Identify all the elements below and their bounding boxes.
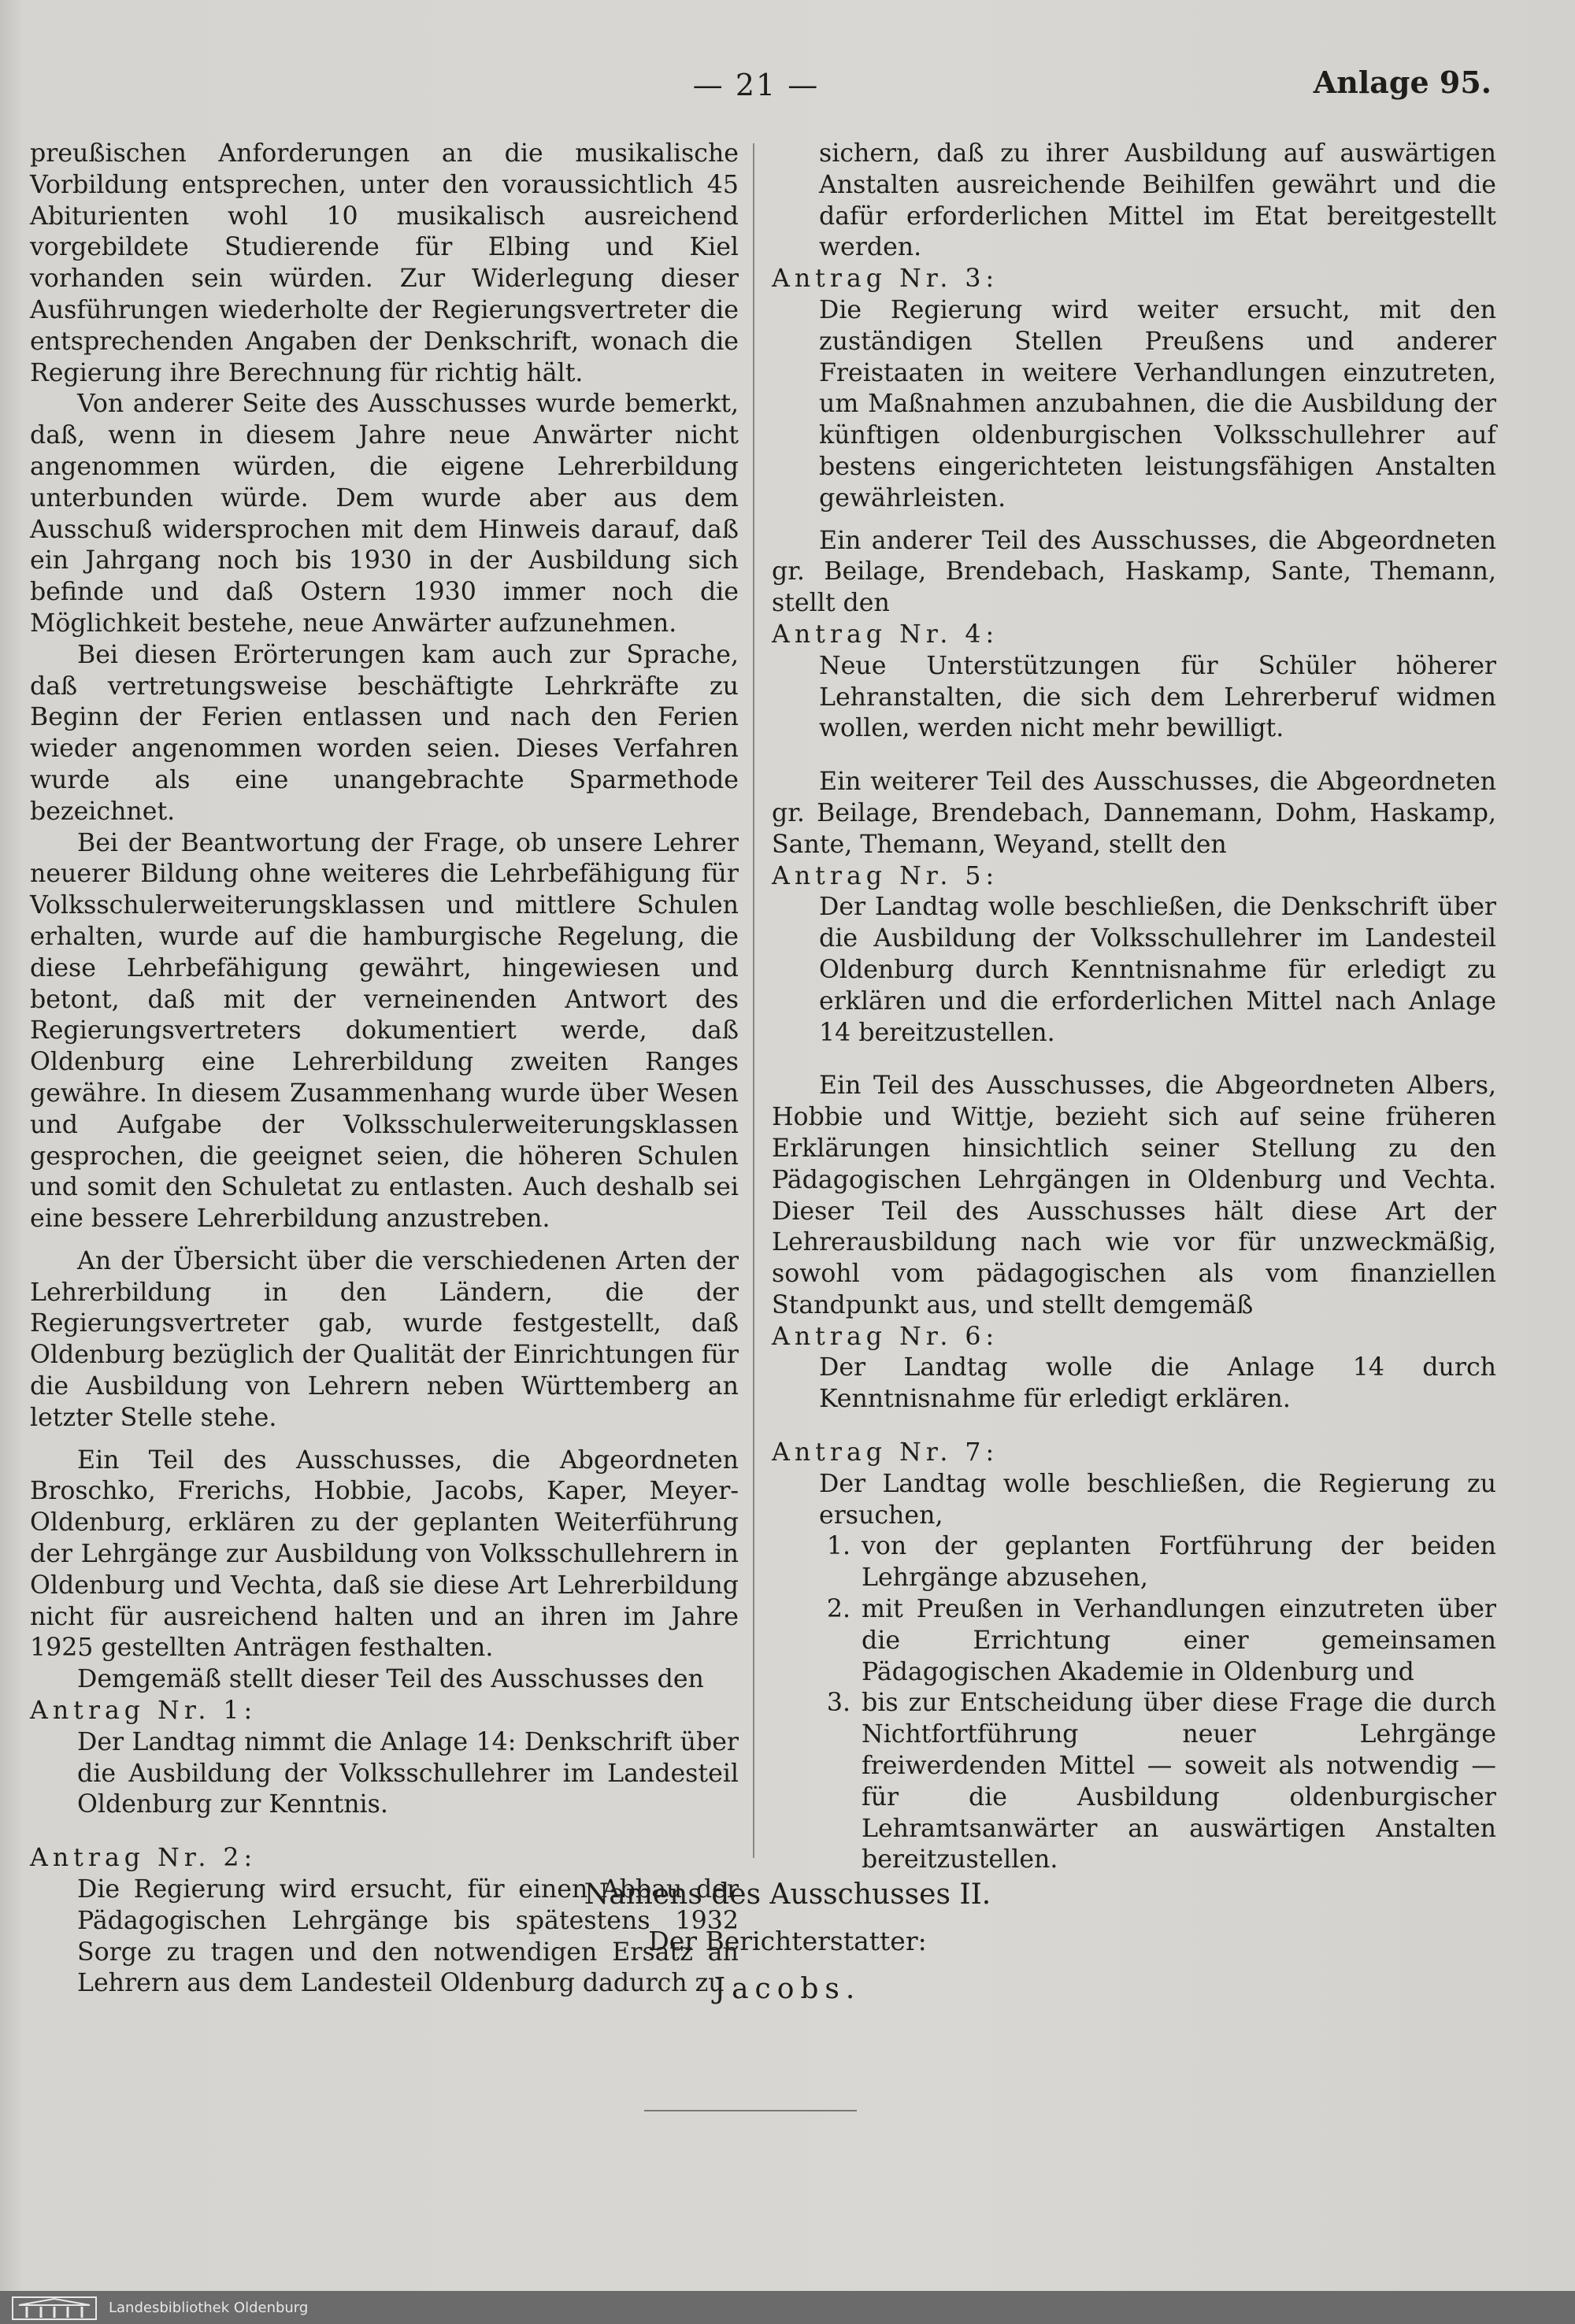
motion-heading: Antrag Nr. 2: — [30, 1844, 258, 1873]
spacer — [30, 1235, 739, 1246]
list-item-number: 1. — [826, 1532, 850, 1561]
motion-list-item — [772, 1688, 1496, 1876]
list-item-text: bis zur Entscheidung über diese Frage die durch Nichtfortführung neuer Lehrgänge freiwerdenden Mittel — soweit als notwendig — für die Ausbildung oldenburgischer Lehramtsanwärter an auswärtigen Anstalten bereitzustellen. — [862, 1689, 1496, 1874]
paragraph: Bei der Beantwortung der Frage, ob unsere Lehrer neuerer Bildung ohne weiteres die Lehrbefähigung für Volksschulerweiterungsklassen und mittlere Schulen erhalten, wurde auf die hamburgische Regelung, die diese Lehrbefähigung gewährt, hingewiesen und betont, daß mit der verneinenden Antwort des Regierungsvertreters dokumentiert werde, daß Oldenburg eine Lehrerbildung zweiten Ranges gewähre. In diesem Zusammenhang wurde über Wesen und Aufgabe der Volksschulerweiterungsklassen gesprochen, die geeignet seien, die höheren Schulen und somit den Schuletat zu entlasten. Auch deshalb sei eine bessere Lehrerbildung anzustreben. — [30, 828, 739, 1234]
motion-heading: Antrag Nr. 3: — [772, 265, 999, 294]
spacer — [30, 1434, 739, 1445]
motion-list-item — [772, 1531, 1496, 1594]
spacer — [772, 1415, 1496, 1438]
motion-list-item — [772, 1594, 1496, 1688]
motion-heading: Antrag Nr. 5: — [772, 861, 999, 890]
paragraph: An der Übersicht über die verschiedenen Arten der Lehrerbildung in den Ländern, die der Regierungsvertreter gab, wurde festgestellt, daß Oldenburg bezüglich der Qualität der Einrichtungen für die Ausbildung von Lehrern neben Württemberg an letzter Stelle stehe. — [30, 1246, 739, 1432]
spacer — [772, 1049, 1496, 1071]
paragraph: Bei diesen Erörterungen kam auch zur Sprache, daß vertretungsweise beschäftigte Lehrkräfte zu Beginn der Ferien entlassen und nach den Ferien wieder angenommen worden seien. Dieses Verfahren wurde als eine unangebrachte Sparmethode bezeichnet. — [30, 640, 739, 826]
motion-text: Die Regierung wird ersucht, für einen Abbau der Pädagogischen Lehrgänge bis spätestens 1932 Sorge zu tragen und den notwendigen Ersatz an Lehrern aus dem Landesteil Oldenburg dadurch zu — [77, 1875, 739, 1998]
motion-text: sichern, daß zu ihrer Ausbildung auf auswärtigen Anstalten ausreichende Beihilfen gewährt und die dafür erforderlichen Mittel im Etat bereitgestellt werden. — [819, 139, 1496, 262]
list-item-number: 2. — [826, 1595, 850, 1624]
paragraph: Von anderer Seite des Ausschusses wurde bemerkt, daß, wenn in diesem Jahre neue Anwärter nicht angenommen würden, die eigene Lehrerbildung unterbunden würde. Dem wurde aber aus dem Ausschuß widersprochen mit dem Hinweis darauf, daß ein Jahrgang noch bis 1930 in der Ausbildung sich befinde und daß Ostern 1930 immer noch die Möglichkeit bestehe, neue Anwärter aufzunehmen. — [30, 390, 739, 638]
motion-heading: Antrag Nr. 6: — [772, 1322, 999, 1351]
spacer — [772, 515, 1496, 526]
paragraph: Demgemäß stellt dieser Teil des Ausschusses den — [77, 1665, 704, 1694]
page-number: — 21 — — [692, 68, 820, 102]
signature-name: Jacobs. — [713, 1973, 862, 2005]
closing-rule — [644, 2110, 857, 2111]
motion-heading: Antrag Nr. 7: — [772, 1438, 999, 1467]
paragraph: Ein anderer Teil des Ausschusses, die Abgeordneten gr. Beilage, Brendebach, Haskamp, Sante, Themann, stellt den — [772, 526, 1496, 618]
motion-text: Neue Unterstützungen für Schüler höherer Lehranstalten, die sich dem Lehrerberuf widmen wollen, werden nicht mehr bewilligt. — [819, 651, 1496, 743]
left-column — [30, 139, 739, 2000]
list-item-text: mit Preußen in Verhandlungen einzutreten über die Errichtung einer gemeinsamen Pädagogischen Akademie in Oldenburg und — [862, 1595, 1496, 1686]
motion-text: Der Landtag nimmt die Anlage 14: Denkschrift über die Ausbildung der Volksschullehrer im Landesteil Oldenburg zur Kenntnis. — [77, 1727, 739, 1819]
paragraph: Ein weiterer Teil des Ausschusses, die Abgeordneten gr. Beilage, Brendebach, Dannemann, Dohm, Haskamp, Sante, Themann, Weyand, stellt den — [772, 768, 1496, 859]
motion-heading: Antrag Nr. 1: — [30, 1697, 258, 1726]
footer-library-name: Landesbibliothek Oldenburg — [109, 2299, 309, 2316]
motion-text: Der Landtag wolle die Anlage 14 durch Kenntnisnahme für erledigt erklären. — [819, 1353, 1496, 1414]
motion-text: Die Regierung wird weiter ersucht, mit den zuständigen Stellen Preußens und anderer Freistaaten in weitere Verhandlungen einzutreten, um Maßnahmen anzubahnen, die die Ausbildung der künftigen oldenburgischen Volksschullehrer auf bestens eingerichteten leistungsfähigen Anstalten gewährleisten. — [819, 295, 1496, 513]
right-column — [772, 139, 1496, 1876]
spacer — [30, 1821, 739, 1843]
spacer — [772, 745, 1496, 767]
list-item-text: von der geplanten Fortführung der beiden Lehrgänge abzusehen, — [862, 1532, 1496, 1593]
motion-text: Der Landtag wolle beschließen, die Denkschrift über die Ausbildung der Volksschullehrer im Landesteil Oldenburg durch Kenntnisnahme für erledigt zu erklären und die erforderlichen Mittel nach Anlage 14 bereitzustellen. — [819, 893, 1496, 1047]
paragraph: Ein Teil des Ausschusses, die Abgeordneten Broschko, Frerichs, Hobbie, Jacobs, Kaper, Meyer-Oldenburg, erklären zu der geplanten Weiterführung der Lehrgänge zur Ausbildung von Volksschullehrern in Oldenburg und Vechta, daß sie diese Art Lehrerbildung nicht für ausreichend halten und an ihren im Jahre 1925 gestellten Anträgen festhalten. — [30, 1445, 739, 1663]
signature-role: Der Berichterstatter: — [648, 1926, 927, 1956]
signature-committee: Namens des Ausschusses II. — [584, 1878, 991, 1911]
paragraph: preußischen Anforderungen an die musikalische Vorbildung entsprechen, unter den voraussichtlich 45 Abiturienten wohl 10 musikalisch ausreichend vorgebildete Studierende für Elbing und Kiel vorhanden sein würden. Zur Widerlegung dieser Ausführungen wiederholte der Regierungsvertreter die entsprechenden Angaben der Denkschrift, wonach die Regierung ihre Berechnung für richtig hält. — [30, 139, 739, 387]
list-item-number: 3. — [826, 1689, 850, 1718]
library-building-icon — [11, 2294, 98, 2321]
motion-heading: Antrag Nr. 4: — [772, 620, 999, 649]
library-footer — [0, 2291, 1575, 2324]
motion-text: Der Landtag wolle beschließen, die Regierung zu ersuchen, — [819, 1469, 1496, 1530]
paragraph: Ein Teil des Ausschusses, die Abgeordneten Albers, Hobbie und Wittje, bezieht sich auf seine früheren Erklärungen hinsichtlich seiner Stellung zu den Pädagogischen Lehrgängen in Oldenburg und Vechta. Dieser Teil des Ausschusses hält diese Art der Lehrerausbildung nach wie vor für unzweckmäßig, sowohl vom pädagogischen als vom finanziellen Standpunkt aus, und stellt demgemäß — [772, 1071, 1496, 1319]
appendix-label: Anlage 95. — [1313, 65, 1492, 100]
column-divider — [753, 143, 754, 1858]
